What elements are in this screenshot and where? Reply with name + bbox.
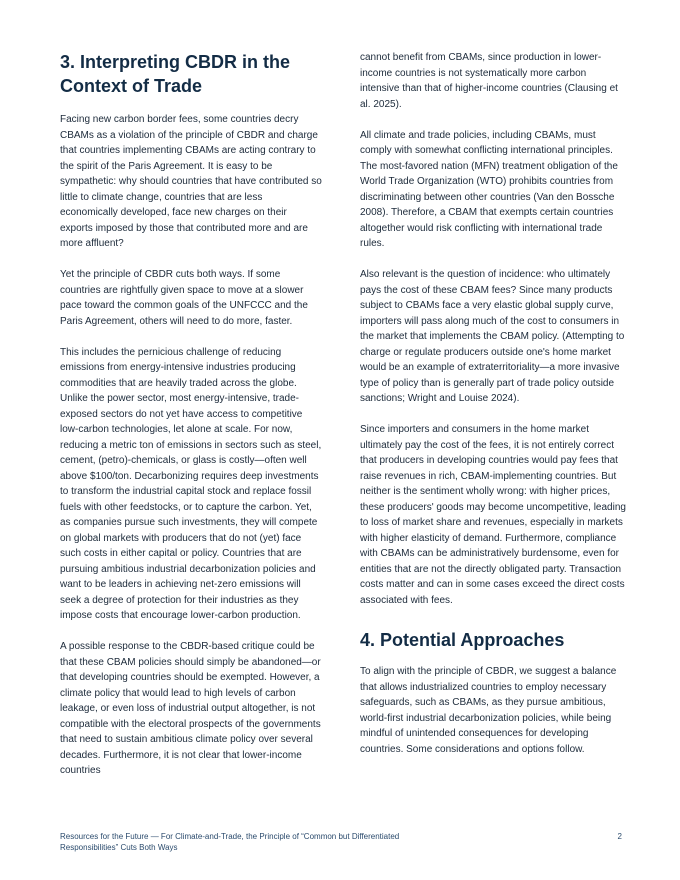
section-4-heading-wrap (360, 628, 626, 652)
right-paragraph-4: Since importers and consumers in the home market ultimately pay the cost of the fees, it is not entirely correct that producers in developing countries would pay fees that raise revenues in rich, CBAM-implementing countries. But neither is the sentiment wholly wrong: with higher prices, these producers' goods may become uncompetitive, leading to loss of market share and revenues, especially in markets with higher elasticity of demand. Furthermore, compliance with CBAMs can be administratively burdensome, even for entities that are not the directly obligated party. Transaction costs matter and can in some cases exceed the direct costs associated with fees. (360, 424, 626, 606)
footer-text: Resources for the Future — For Climate-and-Trade, the Principle of “Common but Differentiated Responsibilities” Cuts Both Ways (60, 832, 400, 852)
page-number: 2 (617, 832, 622, 841)
right-column (360, 50, 626, 757)
left-column (60, 50, 322, 779)
left-paragraph-1: Facing new carbon border fees, some countries decry CBAMs as a violation of the principle of CBDR and charge that countries implementing CBAMs are acting contrary to the spirit of the Paris Agreement. It is easy to be sympathetic: why should countries that have contributed so little to climate change, countries that are less economically developed, face new charges on their exports imposed by those that contributed more and are more affluent? (60, 114, 322, 249)
left-paragraph-4: A possible response to the CBDR-based critique could be that these CBAM policies should simply be abandoned—or that developing countries should be exempted. However, a climate policy that would lead to high levels of carbon leakage, or even loss of industrial output altogether, is not compatible with the electoral prospects of the governments that need to sustain ambitious climate policy over several decades. Furthermore, it is not clear that lower-income countries (60, 641, 321, 776)
right-closing-paragraph: To align with the principle of CBDR, we suggest a balance that allows industrialized countries to employ necessary safeguards, such as CBAMs, as they pursue ambitious, world-first industrial decarbonization policies, while being mindful of unintended consequences for developing countries. Some considerations and options follow. (360, 666, 617, 755)
right-paragraph-2: All climate and trade policies, including CBAMs, must comply with somewhat conflicting international principles. The most-favored nation (MFN) treatment obligation of the World Trade Organization (WTO) prohibits countries from discriminating between other countries (Van den Bossche 2008). Therefore, a CBAM that exempts certain countries altogether would risk conflicting with international trade rules. (360, 129, 618, 249)
section-3-heading: 3. Interpreting CBDR in the Context of Trade (60, 52, 291, 96)
right-paragraph-1: cannot benefit from CBAMs, since production in lower-income countries is not systematically more carbon intensive than that of higher-income countries (Clausing et al. 2025). (360, 52, 618, 110)
left-paragraph-3: This includes the pernicious challenge of reducing emissions from energy-intensive industries producing commodities that are heavily traded across the globe. Unlike the power sector, most energy-intensive, trade-exposed sectors do not yet have access to competitive low-carbon technologies, let alone at scale. For now, reducing a metric ton of emissions in sectors such as steel, cement, (petro)-chemicals, or glass is costly—often well above $100/ton. Decarbonizing requires deep investments to transform the industrial capital stock and replace fossil fuels with other feedstocks, or to capture the carbon. Yet, as companies pursue such investments, they will compete on global markets with producers that do not (yet) face such costs in either capital or policy. Countries that are pursuing ambitious industrial decarbonization policies and want to be leaders in achieving net-zero emissions will seek a degree of protection for their industries as they impose costs that encourage lower-carbon production. (60, 346, 322, 621)
right-paragraph-3: Also relevant is the question of incidence: who ultimately pays the cost of these CBAM fees? Since many products subject to CBAMs face a very elastic global supply curve, importers will pass along much of the cost to consumers in the market that implements the CBAM policy. (Attempting to charge or regulate producers outside one's home market would be an example of extraterritoriality—a more invasive type of policy than is generally part of trade policy outside sanctions; Wright and Louise 2024). (360, 269, 625, 404)
left-paragraph-2: Yet the principle of CBDR cuts both ways. If some countries are rightfully given space to move at a slower pace toward the common goals of the UNFCCC and the Paris Agreement, others will need to do more, faster. (60, 269, 308, 327)
section-4-heading: 4. Potential Approaches (360, 630, 565, 650)
